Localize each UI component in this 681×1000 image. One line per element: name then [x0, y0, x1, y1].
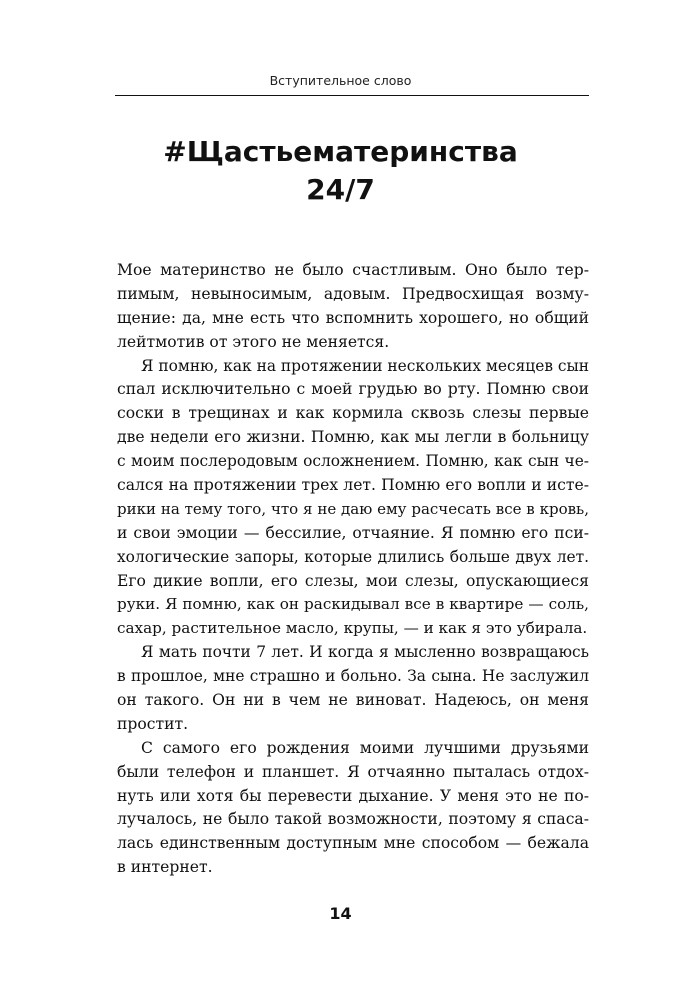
text-line: лейтмотив от этого не меняется. [117, 332, 390, 351]
text-line: лась единственным доступным мне способом — бежала [117, 834, 589, 853]
text-line: в прошлое, мне страшно и больно. За сына. Не заслужил [117, 667, 589, 686]
text-line: Я мать почти 7 лет. И когда я мысленно возвращаюсь [141, 643, 589, 662]
chapter-title-line-2: 24/7 [306, 173, 375, 206]
paragraph-2 [117, 355, 589, 642]
paragraph-1 [117, 259, 589, 355]
text-line: Мое материнство не было счастливым. Оно было тер- [117, 261, 589, 279]
paragraph-4 [117, 737, 589, 880]
text-line: Я помню, как на протяжении нескольких месяцев сын [141, 356, 589, 375]
text-line: были телефон и планшет. Я отчаянно пыталась отдох- [117, 762, 589, 781]
text-line: в интернет. [117, 858, 213, 877]
text-line: соски в трещинах и как кормила сквозь слезы первые [117, 404, 589, 423]
text-line: нуть или хотя бы перевести дыхание. У меня это не по- [117, 786, 589, 805]
text-line: простит. [117, 714, 189, 733]
body-text [117, 259, 589, 880]
text-line: С самого его рождения моими лучшими друзьями [141, 738, 589, 757]
header-rule [115, 95, 589, 96]
text-line: две недели его жизни. Помню, как мы легли в больницу [117, 428, 589, 447]
text-line: и свои эмоции — бессилие, отчаяние. Я помню его пси- [117, 523, 589, 542]
text-line: сахар, растительное масло, крупы, — и как я это убирала. [117, 619, 588, 638]
text-line: с моим послеродовым осложнением. Помню, как сын че- [117, 452, 589, 471]
text-line: спал исключительно с моей грудью во рту. Помню свои [117, 380, 589, 399]
text-line: пимым, невыносимым, адовым. Предвосхищая возму- [117, 284, 589, 303]
text-line: щение: да, мне есть что вспомнить хорошего, но общий [117, 308, 589, 327]
text-line: лучалось, не было такой возможности, поэтому я спаса- [117, 810, 589, 829]
chapter-title [0, 133, 681, 209]
text-line: Его дикие вопли, его слезы, мои слезы, опускающиеся [117, 571, 589, 590]
chapter-title-line-1: #Щастьематеринства [163, 135, 518, 168]
text-line: рики на тему того, что я не даю ему расчесать все в кровь, [117, 499, 589, 518]
text-line: он такого. Он ни в чем не виноват. Надеюсь, он меня [117, 691, 589, 710]
running-head: Вступительное слово [269, 73, 412, 88]
text-line: хологические запоры, которые длились больше двух лет. [117, 547, 589, 566]
text-line: руки. Я помню, как он раскидывал все в квартире — соль, [117, 595, 589, 614]
paragraph-3 [117, 641, 589, 737]
page-number: 14 [329, 904, 352, 923]
text-line: сался на протяжении трех лет. Помню его вопли и исте- [117, 476, 589, 495]
